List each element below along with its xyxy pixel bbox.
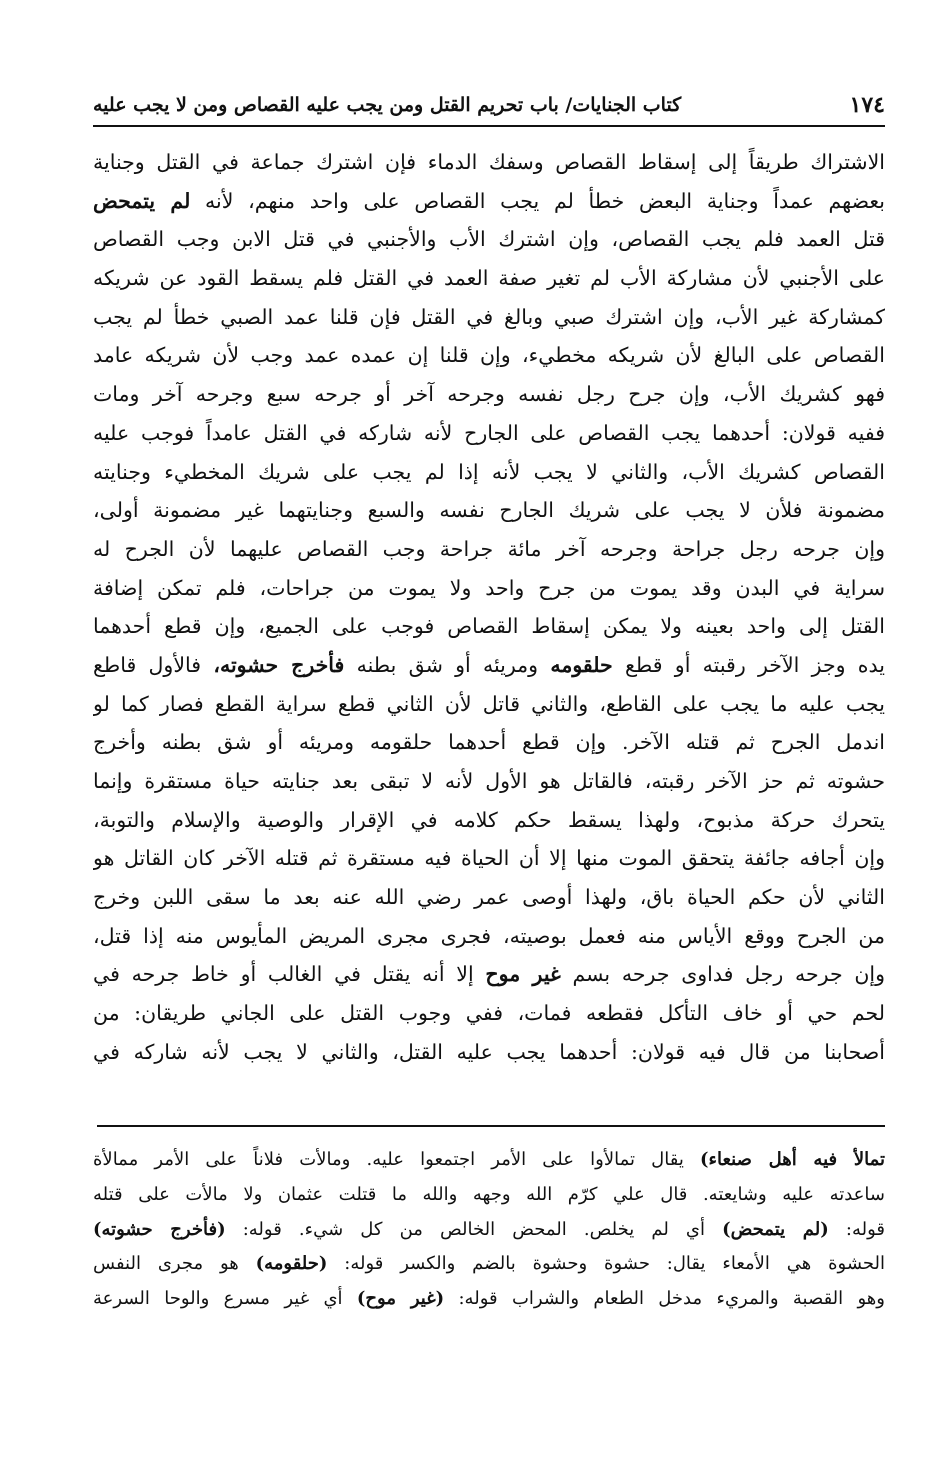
text-line	[93, 491, 885, 530]
text-line	[93, 569, 885, 608]
page-number: ١٧٤	[849, 92, 885, 118]
text-run: يقال تمالأوا على الأمر اجتمعوا عليه. ومالأت فلاناً على الأمر ممالأة	[93, 1149, 701, 1170]
text-run: على الأجنبي لأن مشاركة الأب لم تغير صفة العمد في القتل فلم يسقط القود عن شريكه	[93, 266, 885, 291]
text-run: الثاني لأن حكم الحياة باق، ولهذا أوصى عمر رضي الله عنه بعد ما سقى اللبن وخرج	[93, 885, 885, 910]
running-title: كتاب الجنايات/ باب تحريم القتل ومن يجب عليه القصاص ومن لا يجب عليه	[93, 94, 682, 116]
bold-term: (غير موح)	[356, 1288, 445, 1310]
text-line	[93, 453, 885, 492]
text-line	[93, 530, 885, 569]
text-line	[93, 878, 885, 917]
bold-term: تمالأ فيه أهل صنعاء)	[700, 1149, 885, 1170]
footnote-line	[93, 1178, 885, 1213]
text-line	[93, 839, 885, 878]
page-header	[93, 86, 885, 122]
bold-term: (حلقومه)	[255, 1253, 328, 1275]
text-run: ففيه قولان: أحدهما يجب القصاص على الجارح لأنه شاركه في القتل عامداً فوجب عليه	[93, 420, 885, 445]
text-run: الحشوة هي الأمعاء يقال: حشوة وحشوة بالضم والكسر قوله:	[327, 1253, 885, 1275]
text-run: القتل إلى واحد بعينه ولا يمكن إسقاط القصاص فوجب على الجميع، وإن قطع أحدهما	[93, 614, 885, 639]
text-run: وهو القصبة والمريء مدخل الطعام والشراب قوله:	[444, 1288, 885, 1310]
text-run: فهو كشريك الأب، وإن جرح رجل نفسه وجرحه آخر أو جرحه سبع وجرحه آخر ومات	[93, 382, 885, 407]
text-run: وإن جرحه رجل جراحة وجرحه آخر مائة جراحة وجب القصاص عليهما لأن الجرح له	[93, 536, 885, 561]
text-line	[93, 801, 885, 840]
text-line	[93, 298, 885, 337]
text-line	[93, 994, 885, 1033]
text-run: وإن أجافه جائفة يتحقق الموت منها إلا أن الحياة فيه مستقرة ثم قتله الآخر كان القاتل هو	[93, 846, 885, 871]
text-line	[93, 917, 885, 956]
text-run: الاشتراك طريقاً إلى إسقاط القصاص وسفك الدماء فإن اشترك جماعة في القتل وجناية	[93, 150, 885, 174]
bold-term: (لم يتمحض)	[722, 1218, 829, 1240]
bold-term: غير موح	[485, 962, 561, 987]
text-run: مضمونة فلأن لا يجب على شريك الجارح نفسه والسبع وجنايتهما غير مضمونة أولى،	[93, 498, 885, 523]
text-line	[93, 375, 885, 414]
footnote-line	[93, 1247, 885, 1282]
text-run: قوله:	[828, 1218, 885, 1240]
text-run: من الجرح ووقع الأياس منه فعمل بوصيته، فجرى مجرى المريض المأيوس منه إذا قتل،	[93, 923, 885, 948]
text-line	[93, 336, 885, 375]
text-run: يجب عليه ما يجب على القاطع، والثاني قاتل لأن الثاني قطع سراية القطع فصار كما لو	[93, 691, 885, 716]
text-run: إلا أنه يقتل في الغالب أو خاط جرحه في	[93, 962, 486, 987]
text-line	[93, 685, 885, 724]
text-run: لحم حي أو خاف التأكل فقطعه فمات، ففي وجوب القتل على الجاني طريقان: من	[93, 1001, 885, 1026]
main-text	[93, 143, 885, 1072]
text-run: كمشاركة غير الأب، وإن اشترك صبي وبالغ في القتل فإن قلنا عمد الصبي خطأ لم يجب	[93, 304, 885, 329]
text-line	[93, 762, 885, 801]
text-run: سراية في البدن وقد يموت من جرح واحد ولا يموت من جراحات، فلم تمكن إضافة	[93, 575, 885, 600]
bold-term: فأخرج حشوته،	[213, 652, 345, 677]
text-run: قتل العمد فلم يجب القصاص، وإن اشترك الأب والأجنبي في قتل الابن وجب القصاص	[93, 227, 885, 252]
footnote-rule	[97, 1125, 885, 1127]
header-rule	[93, 125, 885, 127]
text-run: ومريئه أو شق بطنه	[344, 652, 551, 677]
text-line	[93, 723, 885, 762]
text-line	[93, 955, 885, 994]
text-run: ساعدته عليه وشايعته. قال علي كرّم الله وجهه والله ما قتلت عثمان ولا مالأت على قتله	[93, 1183, 885, 1205]
footnote-line	[93, 1213, 885, 1248]
footnotes	[93, 1143, 885, 1317]
text-run: القصاص كشريك الأب، والثاني لا يجب لأنه إذا لم يجب على شريك المخطيء وجنايته	[93, 459, 885, 484]
text-line	[93, 220, 885, 259]
text-run: يده وجز الآخر رقبته أو قطع	[612, 652, 885, 677]
footnote-line	[93, 1143, 885, 1178]
text-run: بعضهم عمداً وجناية البعض خطأ لم يجب القصاص على واحد منهم، لأنه	[190, 188, 885, 213]
text-run: فالأول قاطع	[93, 652, 214, 677]
text-line	[93, 1033, 885, 1072]
text-run: وإن جرحه رجل فداوى جرحه بسم	[560, 962, 885, 987]
text-line	[93, 646, 885, 685]
text-run: حشوته ثم حز الآخر رقبته، فالقاتل هو الأول لأنه لا تبقى بعد جنايته حياة مستقرة وإنما	[93, 769, 885, 793]
text-run: يتحرك حركة مذبوح، ولهذا يسقط حكم كلامه في الإقرار والوصية والإسلام والتوبة،	[93, 807, 885, 832]
text-run: القصاص على البالغ لأن شريكه مخطيء، وإن قلنا إن عمده عمد وجب لأن شريكه عامد	[93, 343, 885, 368]
text-run: أي غير مسرع والوحا السرعة	[93, 1288, 357, 1310]
text-line	[93, 182, 885, 221]
bold-term: لم يتمحض	[93, 188, 191, 213]
text-line	[93, 143, 885, 182]
bold-term: حلقومه	[550, 652, 613, 677]
text-line	[93, 607, 885, 646]
bold-term: (فأخرج حشوته)	[93, 1218, 226, 1240]
text-run: هو مجرى النفس	[93, 1253, 256, 1275]
text-line	[93, 259, 885, 298]
text-run: أي لم يخلص. المحض الخالص من كل شيء. قوله:	[225, 1218, 723, 1240]
text-run: اندمل الجرح ثم قتله الآخر. وإن قطع أحدهما حلقومه ومريئه أو شق بطنه وأخرج	[93, 730, 885, 755]
footnote-line	[93, 1282, 885, 1317]
text-run: أصحابنا من قال فيه قولان: أحدهما يجب عليه القتل، والثاني لا يجب لأنه شاركه في	[93, 1039, 885, 1064]
text-line	[93, 414, 885, 453]
